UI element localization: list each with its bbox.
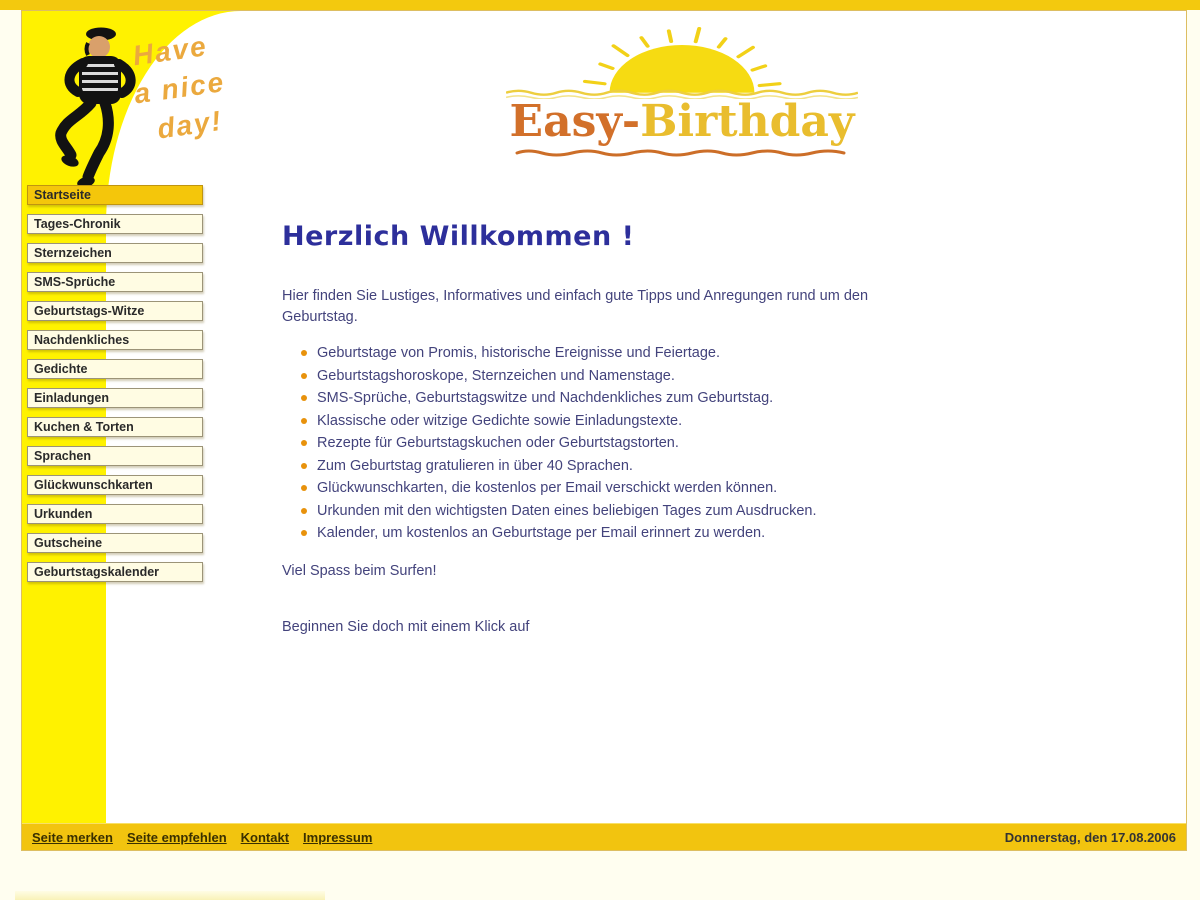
feature-item: Kalender, um kostenlos an Geburtstage per Email erinnert zu werden. [300,522,1072,545]
page-title: Herzlich Willkommen ! [282,221,635,252]
sidebar-item-gedichte[interactable]: Gedichte [27,359,203,379]
sidebar-item-einladungen[interactable]: Einladungen [27,388,203,408]
tagline-line: Have [130,30,210,72]
footer-link-seite-merken[interactable]: Seite merken [32,829,113,845]
outro-text: Viel Spass beim Surfen! [282,562,437,579]
sidebar-item-sternzeichen[interactable]: Sternzeichen [27,243,203,263]
main-content [282,221,1072,638]
footer-date: Donnerstag, den 17.08.2006 [1004,829,1176,845]
tagline [130,25,232,150]
cta-text: Beginnen Sie doch mit einem Klick auf [282,618,530,635]
logo-text [506,96,858,147]
feature-item: Klassische oder witzige Gedichte sowie Einladungstexte. [300,410,1072,433]
sidebar-item-tages-chronik[interactable]: Tages-Chronik [27,214,203,234]
sidebar-item-glueckwunschkarten[interactable]: Glückwunschkarten [27,475,203,495]
logo-text-secondary: Birthday [640,96,855,147]
logo-underline-wave [512,147,852,159]
sidebar-nav [27,185,205,591]
page-bottom-artifact [15,891,325,900]
feature-item: Geburtstage von Promis, historische Ereignisse und Feiertage. [300,342,1072,365]
sidebar-item-geburtstags-witze[interactable]: Geburtstags-Witze [27,301,203,321]
tagline-line: day! [155,104,225,145]
feature-item: Rezepte für Geburtstagskuchen oder Geburtstagstorten. [300,432,1072,455]
tagline-line: a nice [132,66,228,110]
sidebar-item-urkunden[interactable]: Urkunden [27,504,203,524]
top-gold-strip [0,0,1200,10]
sun-icon [506,27,858,99]
sidebar-item-sprachen[interactable]: Sprachen [27,446,203,466]
feature-item: Geburtstagshoroskope, Sternzeichen und Namenstage. [300,365,1072,388]
sidebar-item-startseite[interactable]: Startseite [27,185,203,205]
footer-link-kontakt[interactable]: Kontakt [240,829,290,845]
site-logo [506,27,858,159]
sidebar-item-nachdenkliches[interactable]: Nachdenkliches [27,330,203,350]
footer-link-seite-empfehlen[interactable]: Seite empfehlen [126,829,227,845]
footer-bar [22,823,1186,850]
sidebar-item-gutscheine[interactable]: Gutscheine [27,533,203,553]
logo-text-primary: Easy- [509,96,641,147]
feature-item: Glückwunschkarten, die kostenlos per Email verschickt werden können. [300,477,1072,500]
footer-link-impressum[interactable]: Impressum [303,829,373,845]
page-container [21,10,1187,851]
sidebar-item-sms-sprueche[interactable]: SMS-Sprüche [27,272,203,292]
sidebar-item-kuchen-torten[interactable]: Kuchen & Torten [27,417,203,437]
sidebar-item-geburtstagskalender[interactable]: Geburtstagskalender [27,562,203,582]
footer-links [32,830,372,845]
feature-item: SMS-Sprüche, Geburtstagswitze und Nachdenkliches zum Geburtstag. [300,387,1072,410]
intro-text: Hier finden Sie Lustiges, Informatives und einfach gute Tipps und Anregungen rund um den Geburtstag. [282,288,869,325]
feature-list [300,342,1072,545]
feature-item: Zum Geburtstag gratulieren in über 40 Sprachen. [300,455,1072,478]
feature-item: Urkunden mit den wichtigsten Daten eines beliebigen Tages zum Ausdrucken. [300,500,1072,523]
